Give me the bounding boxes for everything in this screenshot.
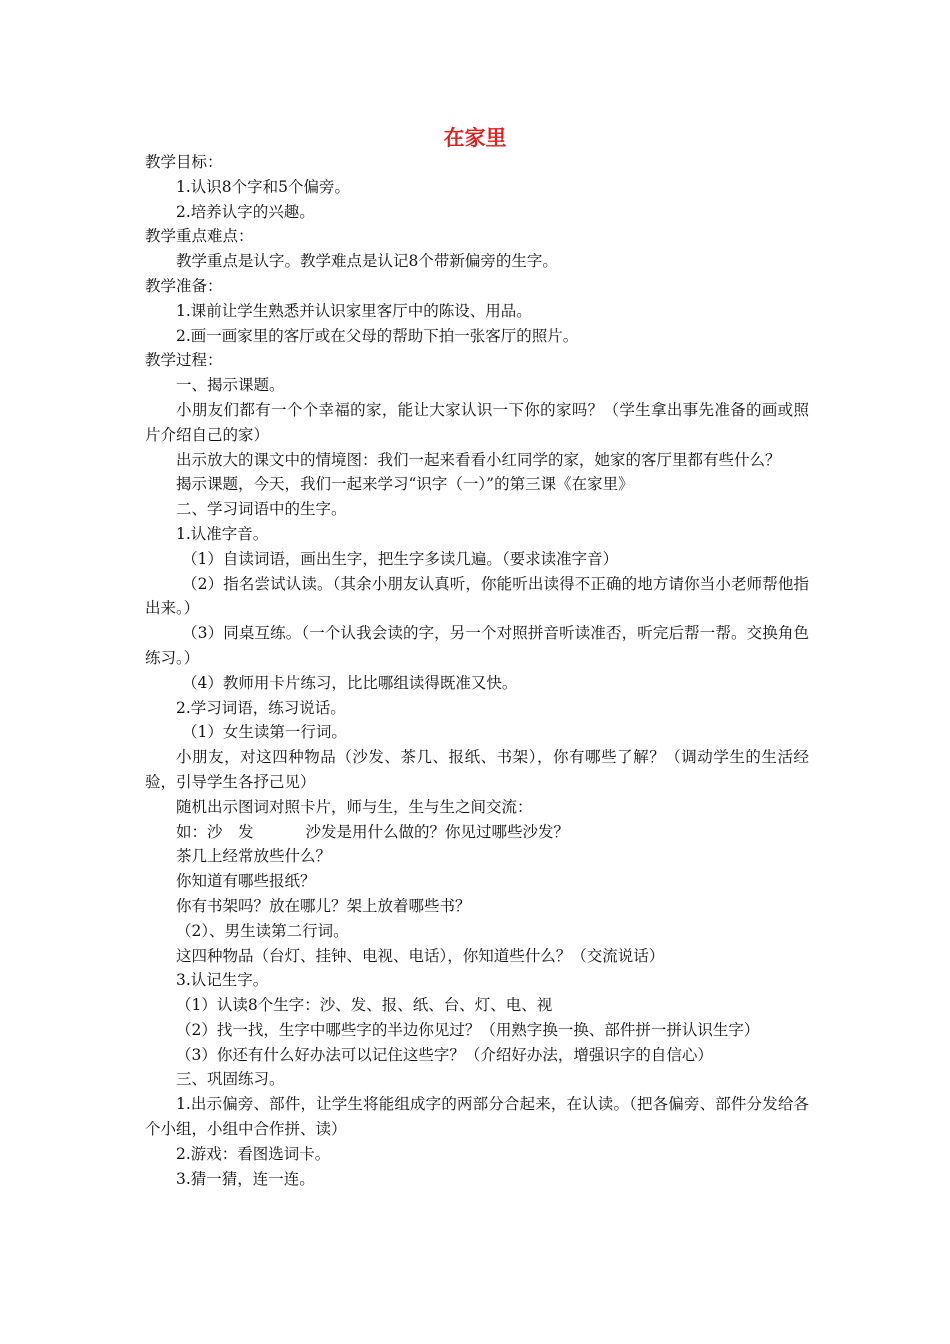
lesson-plan-body — [145, 150, 809, 1191]
list-item: 1.出示偏旁、部件，让学生将能组成字的两部分合起来，在认读。（把各偏旁、部件分发给各个小组，小组中合作拼、读） — [145, 1095, 809, 1139]
list-item: （3）同桌互练。（一个认我会读的字，另一个对照拼音听读准否，听完后帮一帮。交换角色练习。） — [145, 624, 809, 667]
paragraph: 揭示课题，今天，我们一起来学习“识字（一）”的第三课《在家里》 — [176, 475, 634, 494]
list-item: （3）你还有什么好办法可以记住这些字？（介绍好办法，增强识字的自信心） — [176, 1045, 713, 1064]
question-line: 你有书架吗？放在哪儿？架上放着哪些书？ — [176, 896, 471, 915]
example-question: 沙发是用什么做的？你见过哪些沙发？ — [305, 822, 570, 841]
subsection-heading: 1.认准字音。 — [176, 524, 269, 543]
key-text: 教学重点是认字。教学难点是认记8个带新偏旁的生字。 — [176, 252, 558, 271]
page-title: 在家里 — [443, 126, 507, 150]
subsection-heading: 2.学习词语，练习说话。 — [176, 698, 346, 717]
key-heading: 教学重点难点： — [145, 227, 254, 246]
list-item: （1）自读词语，画出生字，把生字多读几遍。（要求读准字音） — [182, 549, 619, 568]
example-word: 如：沙 发 — [176, 822, 254, 841]
list-item: 3.猜一猜，连一连。 — [176, 1169, 315, 1188]
prep-item: 2.画一画家里的客厅或在父母的帮助下拍一张客厅的照片。 — [176, 326, 579, 345]
process-heading: 教学过程： — [145, 351, 223, 370]
list-item: （1）认读8个生字：沙、发、报、纸、台、灯、电、视 — [176, 996, 553, 1015]
list-item: （1）女生读第一行词。 — [182, 723, 347, 742]
paragraph: 这四种物品（台灯、挂钟、电视、电话），你知道些什么？（交流说话） — [176, 946, 665, 965]
goal-item: 1.认识8个字和5个偏旁。 — [176, 177, 351, 196]
prep-heading: 教学准备： — [145, 276, 223, 295]
question-line: 茶几上经常放些什么？ — [176, 847, 332, 866]
list-item: （4）教师用卡片练习，比比哪组读得既准又快。 — [182, 673, 518, 692]
example-line — [145, 820, 809, 845]
paragraph: 小朋友们都有一个个幸福的家，能让大家认识一下你的家吗？（学生拿出事先准备的画或照片介绍自己的家） — [145, 400, 809, 444]
paragraph: 随机出示图词对照卡片，师与生，生与生之间交流： — [176, 797, 533, 816]
list-item: 2.游戏：看图选词卡。 — [176, 1144, 331, 1163]
prep-item: 1.课前让学生熟悉并认识家里客厅中的陈设、用品。 — [176, 301, 532, 320]
question-line: 你知道有哪些报纸？ — [176, 872, 316, 891]
goal-item: 2.培养认字的兴趣。 — [176, 202, 315, 221]
list-item: （2）、男生读第二行词。 — [176, 921, 349, 940]
list-item: （2）指名尝试认读。（其余小朋友认真听，你能听出读得不正确的地方请你当小老师帮他指出来。） — [145, 574, 809, 618]
section-heading: 二、学习词语中的生字。 — [176, 500, 347, 519]
paragraph: 小朋友，对这四种物品（沙发、茶几、报纸、书架），你有哪些了解？（调动学生的生活经验，引导学生各抒己见） — [145, 748, 809, 791]
section-heading: 三、巩固练习。 — [176, 1070, 285, 1089]
section-heading: 一、揭示课题。 — [176, 376, 285, 395]
list-item: （2）找一找，生字中哪些字的半边你见过？（用熟字换一换、部件拼一拼认识生字） — [176, 1020, 760, 1039]
paragraph: 出示放大的课文中的情境图：我们一起来看看小红同学的家，她家的客厅里都有些什么？ — [176, 450, 781, 469]
goal-heading: 教学目标： — [145, 153, 223, 171]
subsection-heading: 3.认记生字。 — [176, 971, 269, 990]
